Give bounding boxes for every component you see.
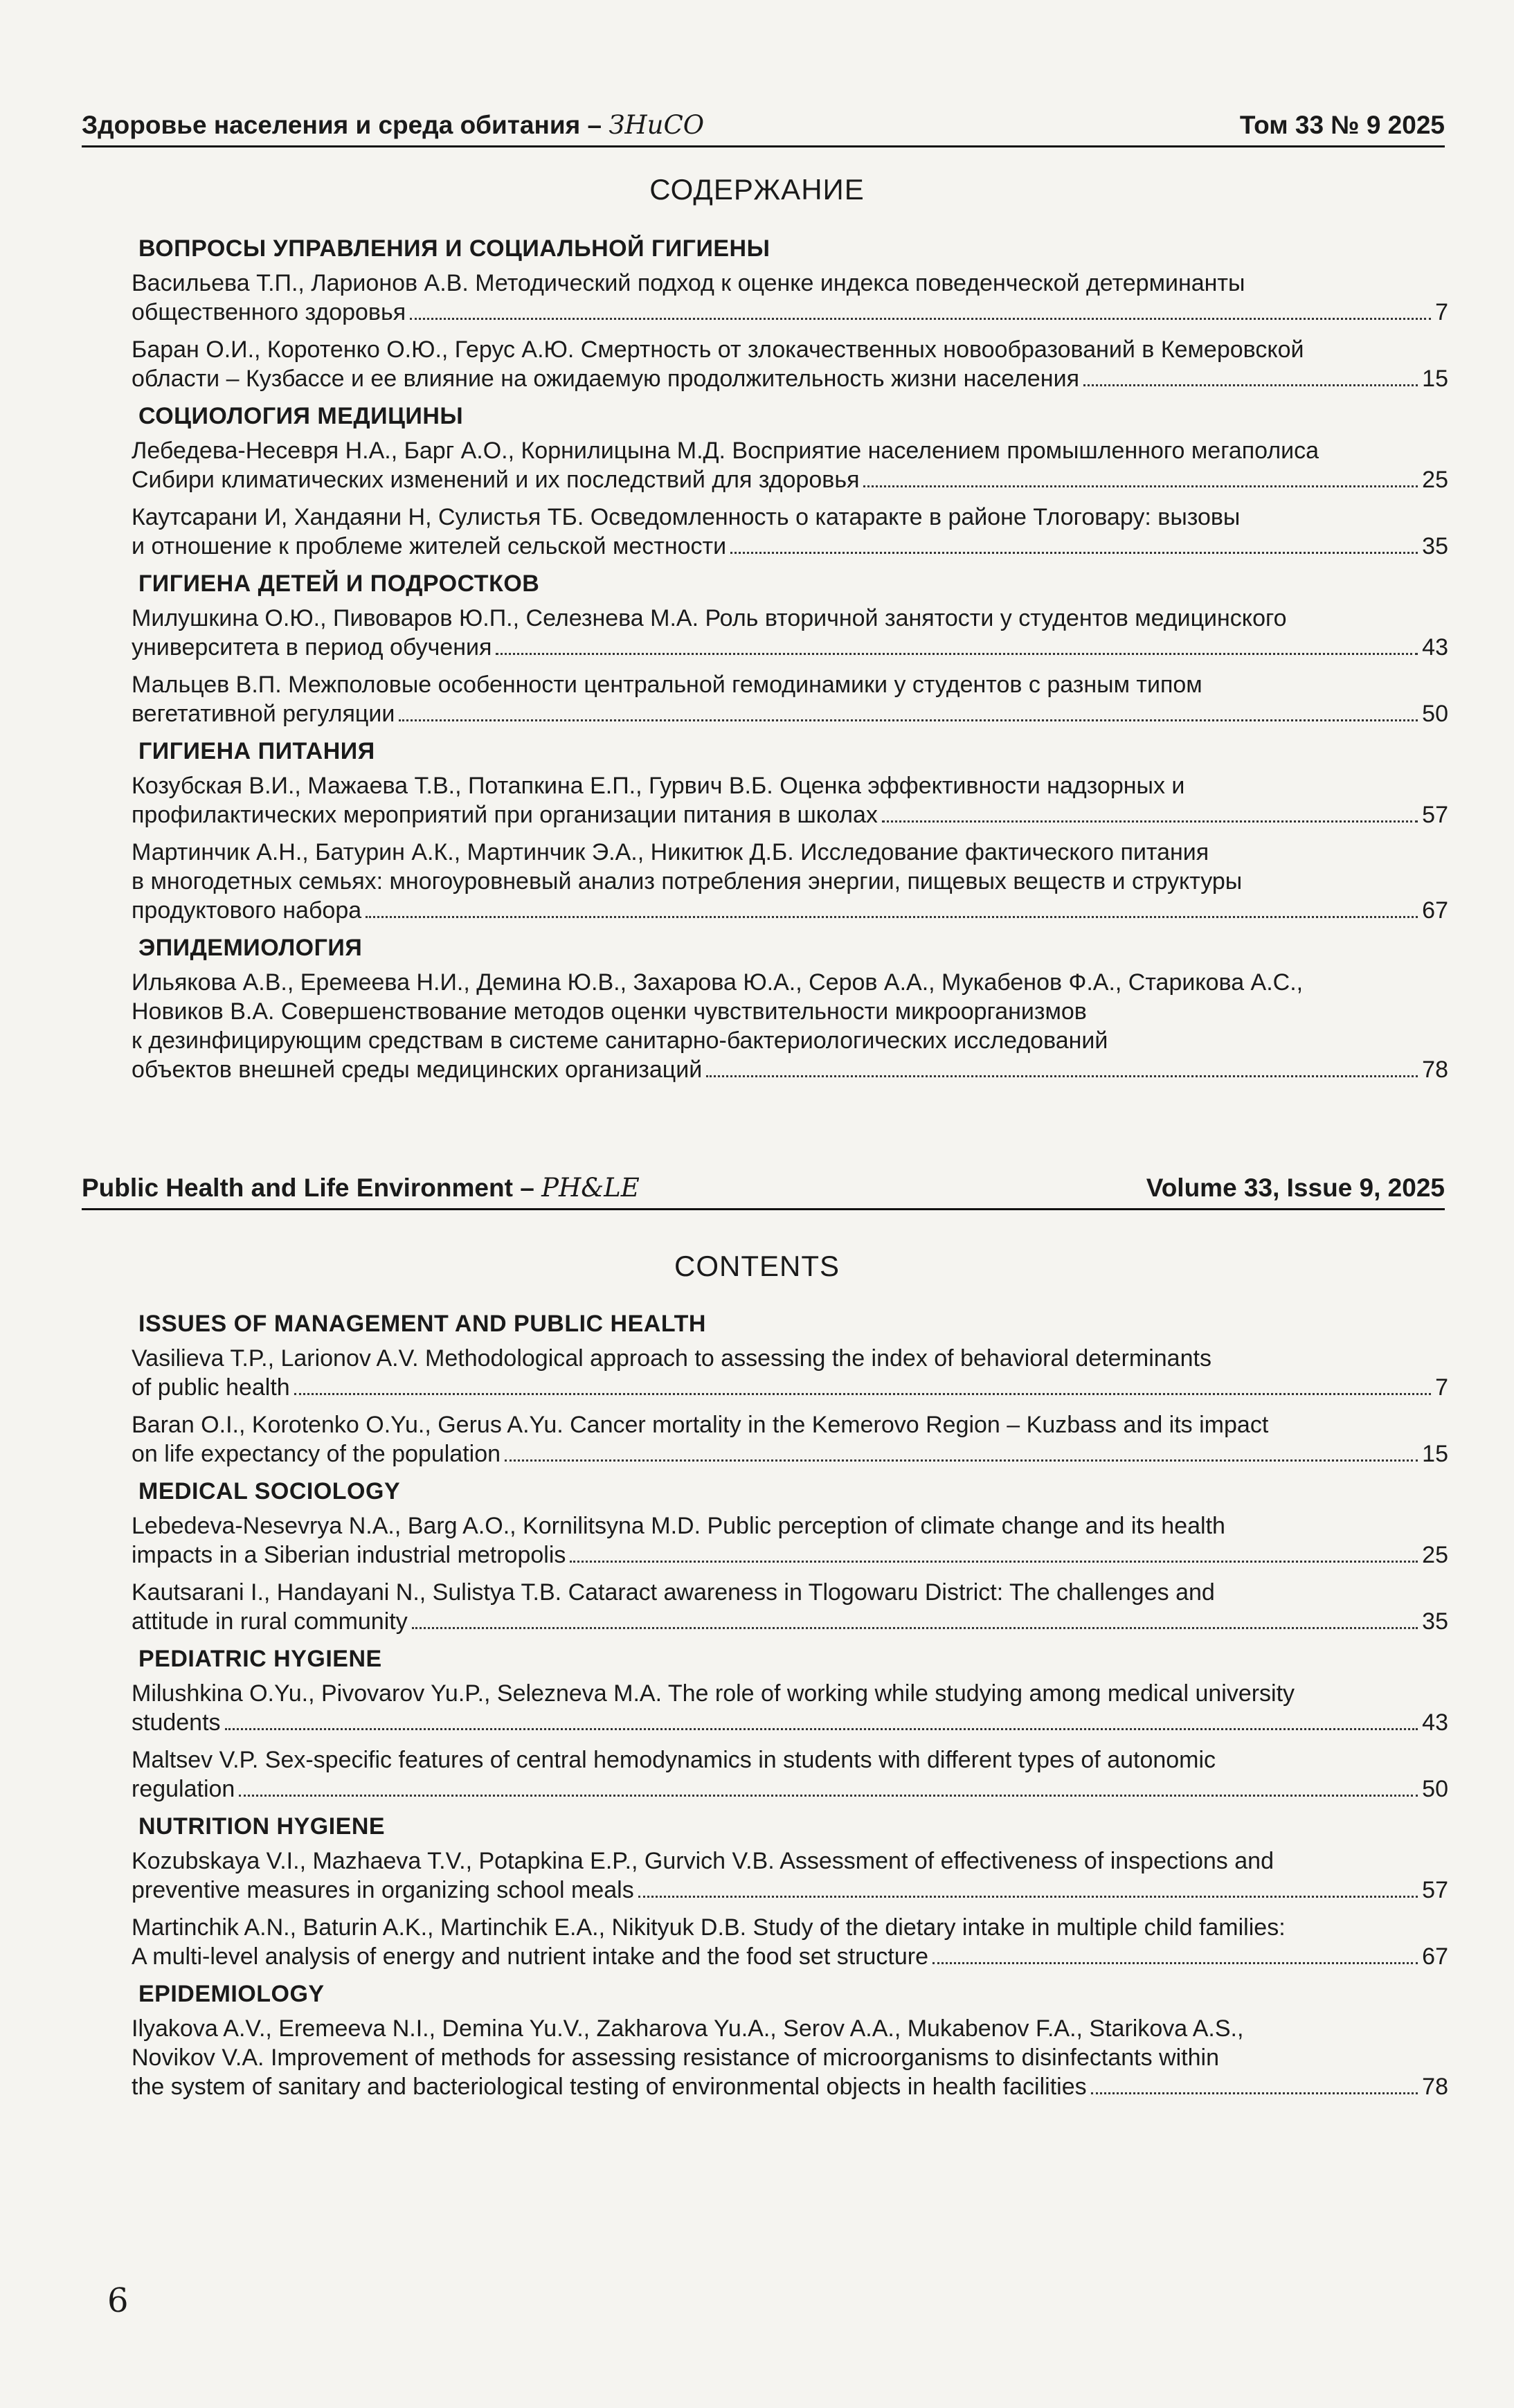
dot-leader <box>882 820 1418 823</box>
dot-leader <box>366 916 1418 918</box>
entry-text-line: Козубская В.И., Мажаева Т.В., Потапкина Е.П., Гурвич В.Б. Оценка эффективности надзорных и <box>132 773 1185 799</box>
entry-page-number: 35 <box>1422 533 1448 559</box>
entry-page-number: 57 <box>1422 1877 1448 1903</box>
toc-entry[interactable] <box>132 436 1448 494</box>
entry-text-line: Каутсарани И, Хандаяни Н, Сулистья ТБ. Осведомленность о катаракте в районе Тлоговару: вызовы <box>132 504 1241 530</box>
dot-leader <box>932 1962 1418 1964</box>
entry-page-number: 7 <box>1435 1374 1448 1401</box>
entry-text-line: Vasilieva T.P., Larionov A.V. Methodological approach to assessing the index of behavioral determinants <box>132 1345 1211 1372</box>
section-rubric: ГИГИЕНА ДЕТЕЙ И ПОДРОСТКОВ <box>138 570 540 597</box>
toc-entry[interactable] <box>132 269 1448 327</box>
entry-text-line: продуктового набора <box>132 897 362 924</box>
entry-text-line: on life expectancy of the population <box>132 1441 501 1467</box>
section-rubric: MEDICAL SOCIOLOGY <box>138 1478 401 1504</box>
entry-page-number: 50 <box>1422 701 1448 727</box>
section-rubric: ЭПИДЕМИОЛОГИЯ <box>138 935 363 961</box>
entry-page-number: 57 <box>1422 802 1448 828</box>
entry-text-line: университета в период обучения <box>132 634 492 661</box>
dot-leader <box>294 1393 1431 1395</box>
entry-page-number: 15 <box>1422 366 1448 392</box>
journal-header-en <box>82 1153 1445 1210</box>
journal-name-ru: Здоровье населения и среда обитания – <box>82 111 602 139</box>
entry-text-line: вегетативной регуляции <box>132 701 395 727</box>
toc-entry[interactable] <box>132 1913 1448 1971</box>
entry-text-line: области – Кузбассе и ее влияние на ожидаемую продолжительность жизни населения <box>132 366 1079 392</box>
toc-section <box>132 738 1448 925</box>
dot-leader <box>1083 384 1418 386</box>
toc-entry[interactable] <box>132 1745 1448 1804</box>
toc-section <box>132 1478 1448 1636</box>
toc-section <box>132 570 1448 728</box>
toc-entry[interactable] <box>132 838 1448 925</box>
section-rubric: ISSUES OF MANAGEMENT AND PUBLIC HEALTH <box>138 1311 706 1337</box>
toc-section <box>132 403 1448 561</box>
entry-text-line: Мартинчик А.Н., Батурин А.К., Мартинчик Э.А., Никитюк Д.Б. Исследование фактического питания <box>132 839 1209 865</box>
entry-text-line: объектов внешней среды медицинских организаций <box>132 1057 703 1083</box>
toc-section <box>132 935 1448 1084</box>
entry-page-number: 15 <box>1422 1441 1448 1467</box>
entry-text-line: Новиков В.А. Совершенствование методов оценки чувствительности микроорганизмов <box>132 998 1087 1025</box>
entry-text-line: Сибири климатических изменений и их последствий для здоровья <box>132 467 860 493</box>
toc-entry[interactable] <box>132 1410 1448 1468</box>
toc-entry[interactable] <box>132 1578 1448 1636</box>
entry-text-line: Milushkina O.Yu., Pivovarov Yu.P., Selezneva M.A. The role of working while studying among medical university <box>132 1680 1295 1707</box>
dot-leader <box>863 485 1418 487</box>
entry-page-number: 43 <box>1422 1709 1448 1736</box>
dot-leader <box>412 1627 1418 1629</box>
entry-page-number: 7 <box>1435 299 1448 325</box>
section-rubric: PEDIATRIC HYGIENE <box>138 1646 382 1672</box>
toc-section <box>132 1311 1448 1468</box>
entry-text-line: of public health <box>132 1374 290 1401</box>
dot-leader <box>239 1795 1418 1797</box>
toc-entry[interactable] <box>132 1679 1448 1737</box>
dot-leader <box>638 1896 1418 1898</box>
entry-text-line: Novikov V.A. Improvement of methods for assessing resistance of microorganisms to disinfectants within <box>132 2045 1219 2071</box>
entry-text-line: Милушкина О.Ю., Пивоваров Ю.П., Селезнева М.А. Роль вторичной занятости у студентов медицинского <box>132 605 1287 631</box>
dot-leader <box>496 653 1418 655</box>
entry-text-line: A multi-level analysis of energy and nutrient intake and the food set structure <box>132 1943 928 1970</box>
entry-page-number: 67 <box>1422 897 1448 924</box>
entry-text-line: Martinchik A.N., Baturin A.K., Martinchik E.A., Nikityuk D.B. Study of the dietary intake in multiple child families: <box>132 1914 1286 1941</box>
dot-leader <box>225 1728 1418 1730</box>
entry-text-line: Maltsev V.P. Sex-specific features of central hemodynamics in students with different types of autonomic <box>132 1747 1216 1773</box>
dot-leader <box>399 719 1418 721</box>
entry-text-line: Лебедева-Несевря Н.А., Барг А.О., Корнилицына М.Д. Восприятие населением промышленного мегаполиса <box>132 438 1319 464</box>
entry-text-line: attitude in rural community <box>132 1608 408 1635</box>
entry-text-line: regulation <box>132 1776 235 1802</box>
dot-leader <box>505 1459 1418 1462</box>
toc-entry[interactable] <box>132 1847 1448 1905</box>
section-rubric: ГИГИЕНА ПИТАНИЯ <box>138 738 375 764</box>
toc-entry[interactable] <box>132 968 1448 1084</box>
entry-page-number: 25 <box>1422 1542 1448 1568</box>
section-rubric: EPIDEMIOLOGY <box>138 1981 325 2007</box>
entry-text-line: общественного здоровья <box>132 299 406 325</box>
contents-list-en <box>132 1311 1448 2111</box>
entry-page-number: 43 <box>1422 634 1448 661</box>
toc-section <box>132 1813 1448 1971</box>
toc-entry[interactable] <box>132 670 1448 728</box>
entry-text-line: Kozubskaya V.I., Mazhaeva T.V., Potapkina E.P., Gurvich V.B. Assessment of effectiveness of inspections and <box>132 1848 1274 1874</box>
contents-list-ru <box>132 235 1448 1094</box>
toc-section <box>132 235 1448 393</box>
dot-leader <box>730 552 1418 554</box>
entry-text-line: и отношение к проблеме жителей сельской местности <box>132 533 727 559</box>
contents-title-ru: СОДЕРЖАНИЕ <box>649 173 865 206</box>
toc-entry[interactable] <box>132 1344 1448 1402</box>
entry-text-line: preventive measures in organizing school meals <box>132 1877 634 1903</box>
toc-entry[interactable] <box>132 771 1448 829</box>
journal-name-en: Public Health and Life Environment – <box>82 1174 534 1202</box>
entry-page-number: 25 <box>1422 467 1448 493</box>
toc-section <box>132 1981 1448 2101</box>
dot-leader <box>1091 2092 1418 2094</box>
journal-logo-ru: ЗНиСО <box>609 110 705 140</box>
entry-text-line: Ilyakova A.V., Eremeeva N.I., Demina Yu.V., Zakharova Yu.A., Serov A.A., Mukabenov F.A., Starikova A.S., <box>132 2015 1244 2042</box>
entry-text-line: Ильякова А.В., Еремеева Н.И., Демина Ю.В., Захарова Ю.А., Серов А.А., Мукабенов Ф.А., Старикова А.С., <box>132 969 1304 996</box>
entry-text-line: Lebedeva-Nesevrya N.A., Barg A.O., Kornilitsyna M.D. Public perception of climate change and its health <box>132 1513 1225 1539</box>
issue-info-en: Volume 33, Issue 9, 2025 <box>1146 1174 1445 1202</box>
section-rubric: NUTRITION HYGIENE <box>138 1813 386 1840</box>
entry-page-number: 78 <box>1422 2074 1448 2100</box>
journal-header-ru <box>82 90 1445 147</box>
entry-text-line: Васильева Т.П., Ларионов А.В. Методический подход к оценке индекса поведенческой детерминанты <box>132 270 1245 296</box>
issue-info-ru: Том 33 № 9 2025 <box>1239 111 1445 139</box>
dot-leader <box>410 318 1431 320</box>
entry-text-line: Мальцев В.П. Межполовые особенности центральной гемодинамики у студентов с разным типом <box>132 672 1202 698</box>
entry-page-number: 78 <box>1422 1057 1448 1083</box>
journal-logo-en: PH&LE <box>541 1173 640 1203</box>
journal-title-ru <box>82 110 704 140</box>
entry-page-number: 67 <box>1422 1943 1448 1970</box>
entry-page-number: 35 <box>1422 1608 1448 1635</box>
toc-section <box>132 1646 1448 1804</box>
toc-entry[interactable] <box>132 1511 1448 1570</box>
entry-text-line: в многодетных семьях: многоуровневый анализ потребления энергии, пищевых веществ и структуры <box>132 868 1243 895</box>
journal-title-en <box>82 1173 640 1203</box>
entry-text-line: Baran O.I., Korotenko O.Yu., Gerus A.Yu. Cancer mortality in the Kemerovo Region – Kuzbass and its impact <box>132 1412 1269 1438</box>
toc-entry[interactable] <box>132 335 1448 393</box>
contents-title-en: CONTENTS <box>674 1250 840 1282</box>
page-number: 6 <box>107 2281 129 2320</box>
entry-text-line: the system of sanitary and bacteriological testing of environmental objects in health facilities <box>132 2074 1087 2100</box>
toc-entry[interactable] <box>132 2014 1448 2101</box>
entry-text-line: Баран О.И., Коротенко О.Ю., Герус А.Ю. Смертность от злокачественных новообразований в Кемеровской <box>132 336 1304 363</box>
section-rubric: СОЦИОЛОГИЯ МЕДИЦИНЫ <box>138 403 464 429</box>
entry-text-line: students <box>132 1709 221 1736</box>
entry-text-line: к дезинфицирующим средствам в системе санитарно-бактериологических исследований <box>132 1027 1108 1054</box>
toc-entry[interactable] <box>132 604 1448 662</box>
entry-text-line: профилактических мероприятий при организации питания в школах <box>132 802 878 828</box>
section-rubric: ВОПРОСЫ УПРАВЛЕНИЯ И СОЦИАЛЬНОЙ ГИГИЕНЫ <box>138 235 770 262</box>
entry-text-line: Kautsarani I., Handayani N., Sulistya T.B. Cataract awareness in Tlogowaru District: The challenges and <box>132 1579 1215 1606</box>
dot-leader <box>706 1075 1418 1077</box>
toc-entry[interactable] <box>132 503 1448 561</box>
entry-page-number: 50 <box>1422 1776 1448 1802</box>
entry-text-line: impacts in a Siberian industrial metropolis <box>132 1542 566 1568</box>
dot-leader <box>570 1561 1418 1563</box>
